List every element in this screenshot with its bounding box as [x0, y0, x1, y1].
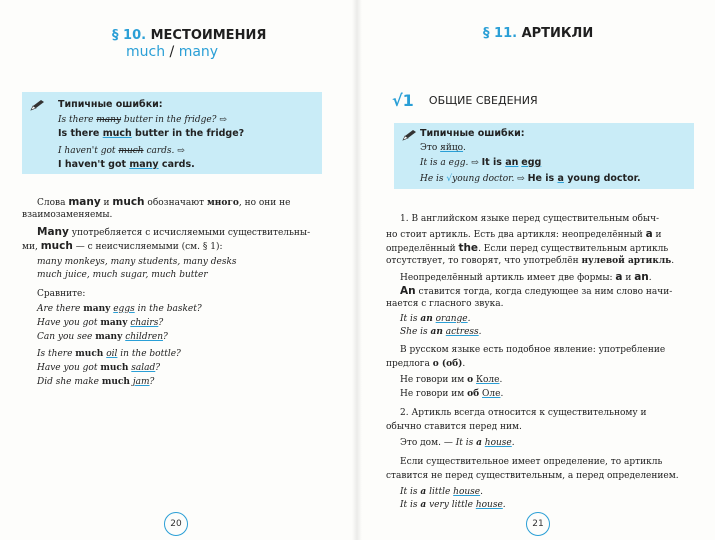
- example-house: Это дом. — It is a house.: [400, 438, 515, 448]
- question-5: Have you got much salad?: [37, 363, 161, 373]
- example-uncountable: much juice, much sugar, much butter: [37, 270, 208, 280]
- paragraph-5-line-2: обычно ставится перед ним.: [386, 422, 522, 432]
- paragraph-6-line-1: Если существительное имеет определение, то артикль: [400, 457, 663, 467]
- subsection-title: ОБЩИЕ СВЕДЕНИЯ: [428, 94, 538, 107]
- question-1: Are there many eggs in the basket?: [37, 304, 202, 314]
- right-page: [358, 0, 715, 540]
- russian-example-1: Не говори им о Коле.: [400, 375, 503, 385]
- subtitle-much: much: [126, 44, 166, 60]
- page-number: 20: [164, 512, 188, 536]
- section-title: МЕСТОИМЕНИЯ: [150, 28, 267, 43]
- left-page: [0, 0, 357, 540]
- error-line-2: It is a egg. ⇨ It is an egg: [420, 157, 542, 168]
- section-subtitle: [126, 44, 218, 60]
- correct-example-2: I haven't got many cards.: [58, 159, 195, 170]
- paragraph-3-line-2: нается с гласного звука.: [386, 299, 504, 309]
- paragraph-2-line-2: ми, much — с неисчисляемыми (см. § 1):: [22, 240, 223, 252]
- question-6: Did she make much jam?: [37, 377, 155, 387]
- typical-errors-box: [394, 123, 694, 189]
- paragraph-1-line-1: 1. В английском языке перед существительным обыч-: [400, 214, 660, 224]
- example-very-little-house: It is a very little house.: [400, 500, 506, 510]
- paragraph-2: Неопределённый артикль имеет две формы: a и an.: [400, 271, 652, 283]
- paragraph-4-line-2: предлога о (об).: [386, 359, 466, 369]
- section-title: АРТИКЛИ: [521, 26, 594, 41]
- errors-title: Типичные ошибки:: [420, 128, 525, 139]
- error-line-3: He is √young doctor. ⇨ He is a young doctor.: [420, 173, 641, 184]
- subtitle-separator: /: [165, 44, 179, 60]
- paragraph-5-line-1: 2. Артикль всегда относится к существительному и: [400, 408, 647, 418]
- pencil-icon: [30, 99, 45, 111]
- paragraph-4-line-1: В русском языке есть подобное явление: употребление: [400, 345, 666, 355]
- question-2: Have you got many chairs?: [37, 318, 164, 328]
- subsection-heading: [392, 91, 538, 110]
- paragraph-2-line-1: Many употребляется с исчисляемыми существительны-: [37, 226, 311, 238]
- example-an-actress: She is an actress.: [400, 327, 482, 337]
- typical-errors-box: [22, 92, 322, 174]
- paragraph-1-line-2: но стоит артикль. Есть два артикля: неопределённый a и: [386, 228, 662, 240]
- compare-label: Сравните:: [37, 289, 86, 299]
- paragraph-1-line-3: определённый the. Если перед существительным артикль: [386, 242, 669, 254]
- paragraph-1-line-2: взаимозаменяемы.: [22, 210, 113, 220]
- question-3: Can you see many children?: [37, 332, 168, 342]
- pencil-icon: [402, 129, 417, 141]
- paragraph-1-line-4: отсутствует, то говорят, что употреблён нулевой артикль.: [386, 256, 675, 266]
- subtitle-many: many: [178, 44, 219, 60]
- paragraph-1-line-1: Слова many и much обозначают много, но они не: [37, 196, 291, 208]
- section-number: § 11.: [483, 26, 518, 41]
- example-an-orange: It is an orange.: [400, 314, 471, 324]
- page-number: 21: [526, 512, 550, 536]
- paragraph-3-line-1: An ставится тогда, когда следующее за ним слово начи-: [400, 285, 673, 297]
- checkmark-icon: √1: [392, 91, 414, 110]
- errors-title: Типичные ошибки:: [58, 99, 163, 110]
- example-little-house: It is a little house.: [400, 487, 483, 497]
- section-heading: [483, 26, 593, 41]
- wrong-example-1: Is there many butter in the fridge? ⇨: [58, 115, 227, 125]
- wrong-example-2: I haven't got much cards. ⇨: [58, 146, 185, 156]
- section-heading: [112, 28, 266, 43]
- error-line-1: Это яйцо.: [420, 143, 466, 153]
- question-4: Is there much oil in the bottle?: [37, 349, 181, 359]
- example-countable: many monkeys, many students, many desks: [37, 257, 237, 267]
- section-number: § 10.: [112, 28, 147, 43]
- correct-example-1: Is there much butter in the fridge?: [58, 128, 245, 139]
- paragraph-6-line-2: ставится не перед существительным, а перед определением.: [386, 471, 679, 481]
- russian-example-2: Не говори им об Оле.: [400, 389, 504, 399]
